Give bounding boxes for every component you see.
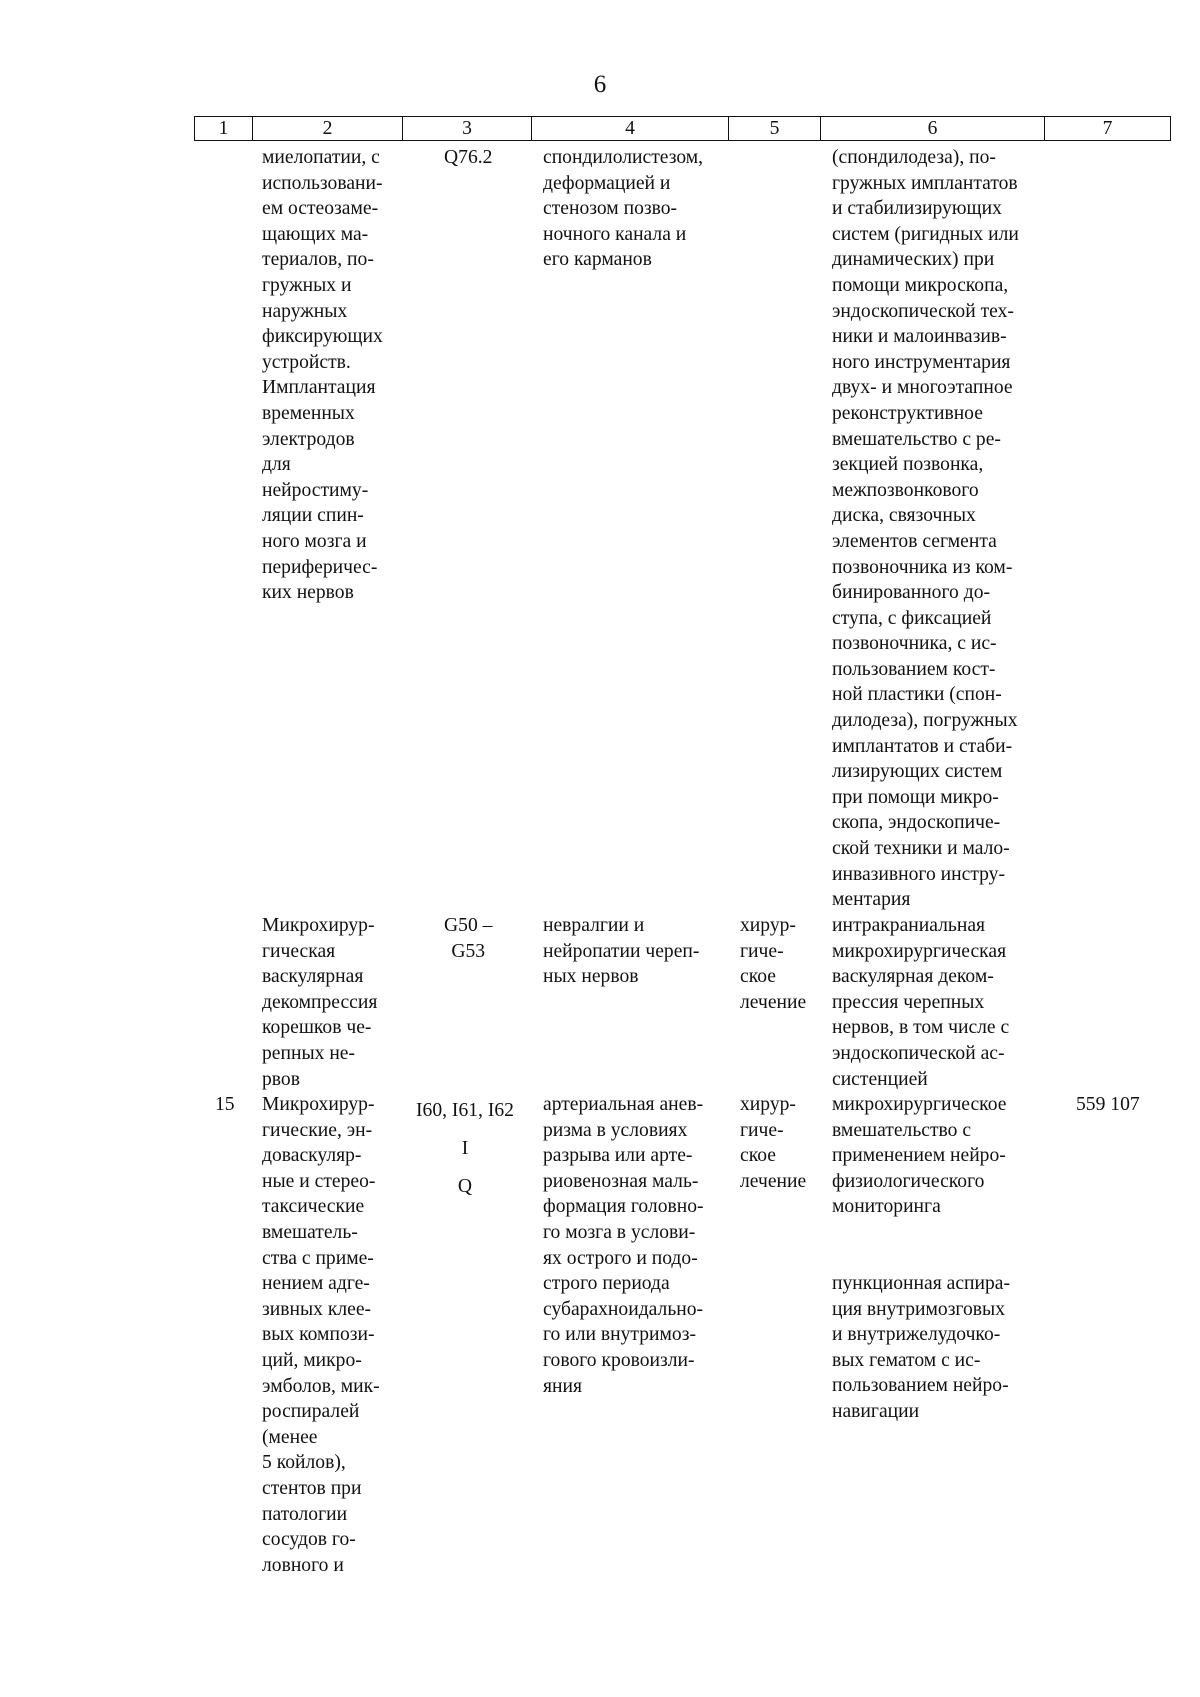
g50-row-code: G50 – G53 — [444, 915, 493, 962]
column-header-6: 6 — [821, 117, 1045, 141]
column-header-1: 1 — [195, 117, 253, 141]
column-header-2: 2 — [253, 117, 403, 141]
row-15-patient-model: артериальная анев- ризма в условиях разрыва или арте- риовенозная маль- формация головно- го мозга в услови- ях острого и подо- строго периода субарахноидально- го или внутримоз- гового кровоизли- яния — [543, 1094, 704, 1397]
row-15-number: 15 — [215, 1094, 235, 1115]
continuation-code: Q76.2 — [444, 147, 493, 168]
row-15-code: I60, I61, I62 I Q — [416, 1100, 514, 1197]
g50-row-patient-model: невралгии и нейропатии череп- ных нервов — [543, 915, 700, 988]
continuation-patient-model: спондилолистезом, деформацией и стенозом позво- ночного канала и его карманов — [543, 147, 704, 271]
g50-row-method: Микрохирур- гическая васкулярная декомпрессия корешков че- репных не- рвов — [262, 915, 378, 1090]
column-header-7: 7 — [1045, 117, 1171, 141]
column-number-header — [194, 116, 1171, 141]
column-header-3: 3 — [403, 117, 532, 141]
page-number: 6 — [593, 71, 607, 98]
column-header-5: 5 — [729, 117, 821, 141]
g50-row-treatment-method: интракраниальная микрохирургическая васкулярная деком- прессия черепных нервов, в том числе с эндоскопической ас- систенцией — [832, 915, 1010, 1090]
row-15-treatment-type: хирур- гиче- ское лечение — [740, 1094, 807, 1192]
row-15-method: Микрохирур- гические, эн- доваскуляр- ные и стерео- таксические вмешатель- ства с приме- нением адге- зивных клее- вых компози- ций, микро- эмболов, мик- роспиралей (менее 5 койлов), стентов при патологии сосудов го- ловного и — [262, 1094, 380, 1576]
row-15-treatment-method-1: микрохирургическое вмешательство с применением нейро- физиологического мониторинга — [832, 1094, 1007, 1218]
g50-row-treatment-type: хирур- гиче- ское лечение — [740, 915, 807, 1013]
header-row — [195, 117, 1171, 141]
continuation-treatment-method: (спондилодеза), по- гружных имплантатов и стабилизирующих систем (ригидных или динамических) при помощи микроскопа, эндоскопической тех- ники и малоинвазив- ного инструментария двух- и многоэтапное реконструктивное вмешательство с ре- зекцией позвонка, межпозвонкового диска, связочных элементов сегмента позвоночника из ком- бинированного до- ступа, с фиксацией позвоночника, с ис- пользованием кост- ной пластики (спон- дилодеза), погружных имплантатов и стаби- лизирующих систем при помощи микро- скопа, эндоскопиче- ской техники и мало- инвазивного инстру- ментария — [832, 147, 1019, 911]
row-15-cost: 559 107 — [1076, 1094, 1140, 1115]
column-header-4: 4 — [532, 117, 729, 141]
continuation-method: миелопатии, с использовани- ем остеозаме- щающих ма- териалов, по- гружных и наружных фиксирующих устройств. Имплантация временных электродов для нейростиму- ляции спин- ного мозга и периферичес- ких нервов — [262, 147, 383, 604]
row-15-treatment-method-2: пункционная аспира- ция внутримозговых и внутрижелудочко- вых гематом с ис- пользованием нейро- навигации — [832, 1273, 1011, 1422]
